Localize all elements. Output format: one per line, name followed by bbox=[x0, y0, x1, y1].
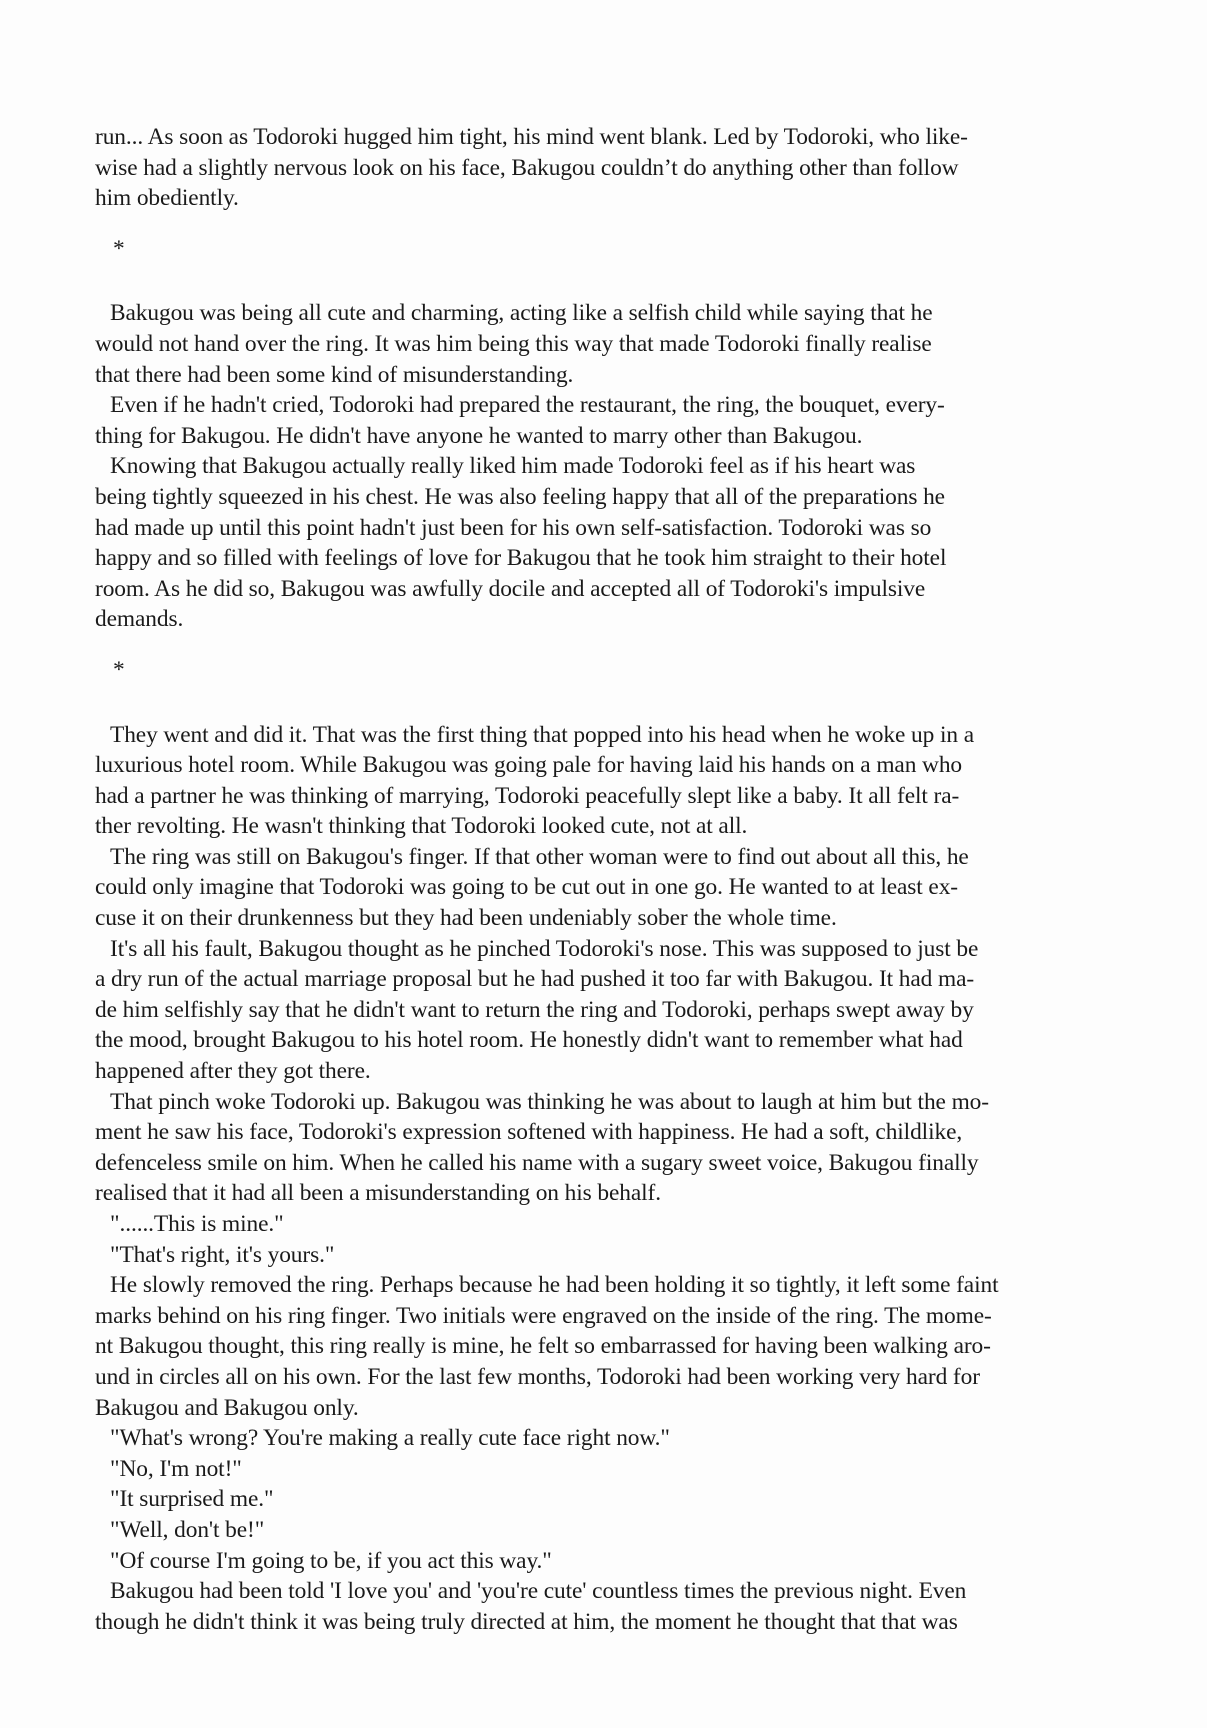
text-line: realised that it had all been a misunderstanding on his behalf. bbox=[95, 1180, 661, 1207]
text-line: Bakugou was being all cute and charming, acting like a selfish child while saying that he bbox=[110, 300, 933, 327]
text-line: had made up until this point hadn't just been for his own self-satisfaction. Todoroki was so bbox=[95, 514, 932, 541]
text-line: run... As soon as Todoroki hugged him tight, his mind went blank. Led by Todoroki, who like- bbox=[95, 124, 968, 150]
text-line: could only imagine that Todoroki was going to be cut out in one go. He wanted to at least ex- bbox=[95, 874, 958, 901]
text-line: room. As he did so, Bakugou was awfully docile and accepted all of Todoroki's impulsive bbox=[95, 575, 926, 602]
dialogue-line: "Of course I'm going to be, if you act this way." bbox=[110, 1547, 552, 1574]
text-line: being tightly squeezed in his chest. He was also feeling happy that all of the preparations he bbox=[95, 483, 945, 510]
text-line: a dry run of the actual marriage proposal but he had pushed it too far with Bakugou. It had ma- bbox=[95, 966, 975, 993]
scene-separator: * bbox=[113, 656, 125, 683]
text-line: happened after they got there. bbox=[95, 1058, 371, 1085]
dialogue-line: "No, I'm not!" bbox=[110, 1455, 242, 1482]
spacer bbox=[95, 214, 1158, 234]
text-line: Knowing that Bakugou actually really liked him made Todoroki feel as if his heart was bbox=[110, 453, 916, 480]
text-line: would not hand over the ring. It was him being this way that made Todoroki finally realise bbox=[95, 330, 932, 357]
scene-separator: * bbox=[113, 235, 125, 262]
dialogue-line: "......This is mine." bbox=[110, 1211, 284, 1237]
dialogue-line: "It surprised me." bbox=[110, 1486, 274, 1513]
text-line: ment he saw his face, Todoroki's expression softened with happiness. He had a soft, childlike, bbox=[95, 1119, 963, 1146]
spacer bbox=[95, 635, 1158, 655]
text-line: de him selfishly say that he didn't want to return the ring and Todoroki, perhaps swept away by bbox=[95, 996, 974, 1023]
text-line: though he didn't think it was being truly directed at him, the moment he thought that that was bbox=[95, 1608, 958, 1635]
text-line: happy and so filled with feelings of love for Bakugou that he took him straight to their hotel bbox=[95, 545, 947, 572]
text-line: had a partner he was thinking of marrying, Todoroki peacefully slept like a baby. It all felt ra- bbox=[95, 782, 960, 809]
text-line: wise had a slightly nervous look on his face, Bakugou couldn’t do anything other than follow bbox=[95, 154, 959, 181]
dialogue-line: "Well, don't be!" bbox=[110, 1516, 265, 1543]
text-line: nt Bakugou thought, this ring really is mine, he felt so embarrassed for having been walking aro- bbox=[95, 1333, 991, 1360]
text-line: demands. bbox=[95, 606, 184, 633]
text-line: the mood, brought Bakugou to his hotel room. He honestly didn't want to remember what had bbox=[95, 1027, 963, 1054]
text-line: Bakugou and Bakugou only. bbox=[95, 1394, 359, 1421]
text-line: It's all his fault, Bakugou thought as he pinched Todoroki's nose. This was supposed to just be bbox=[110, 935, 979, 962]
text-line: him obediently. bbox=[95, 185, 239, 212]
dialogue-line: "What's wrong? You're making a really cute face right now." bbox=[110, 1425, 670, 1452]
spacer bbox=[95, 686, 1158, 720]
text-line: The ring was still on Bakugou's finger. If that other woman were to find out about all this, he bbox=[110, 843, 969, 870]
text-line: defenceless smile on him. When he called his name with a sugary sweet voice, Bakugou finally bbox=[95, 1149, 979, 1176]
text-line: They went and did it. That was the first thing that popped into his head when he woke up in a bbox=[110, 721, 974, 748]
text-line: He slowly removed the ring. Perhaps because he had been holding it so tightly, it left some faint bbox=[110, 1272, 999, 1299]
text-line: ther revolting. He wasn't thinking that Todoroki looked cute, not at all. bbox=[95, 813, 748, 840]
text-line: luxurious hotel room. While Bakugou was going pale for having laid his hands on a man who bbox=[95, 752, 963, 779]
text-line: cuse it on their drunkenness but they had been undeniably sober the whole time. bbox=[95, 905, 837, 932]
text-line: Even if he hadn't cried, Todoroki had prepared the restaurant, the ring, the bouquet, every- bbox=[110, 392, 945, 419]
spacer bbox=[95, 264, 1158, 298]
body-text bbox=[95, 122, 1158, 1637]
text-line: Bakugou had been told 'I love you' and 'you're cute' countless times the previous night. Even bbox=[110, 1578, 967, 1605]
text-line: that there had been some kind of misunderstanding. bbox=[95, 361, 574, 388]
dialogue-line: "That's right, it's yours." bbox=[110, 1241, 335, 1268]
text-line: und in circles all on his own. For the last few months, Todoroki had been working very hard for bbox=[95, 1363, 980, 1390]
text-line: That pinch woke Todoroki up. Bakugou was thinking he was about to laugh at him but the mo- bbox=[110, 1088, 989, 1115]
text-line: marks behind on his ring finger. Two initials were engraved on the inside of the ring. The mome- bbox=[95, 1302, 992, 1329]
text-line: thing for Bakugou. He didn't have anyone he wanted to marry other than Bakugou. bbox=[95, 422, 863, 449]
